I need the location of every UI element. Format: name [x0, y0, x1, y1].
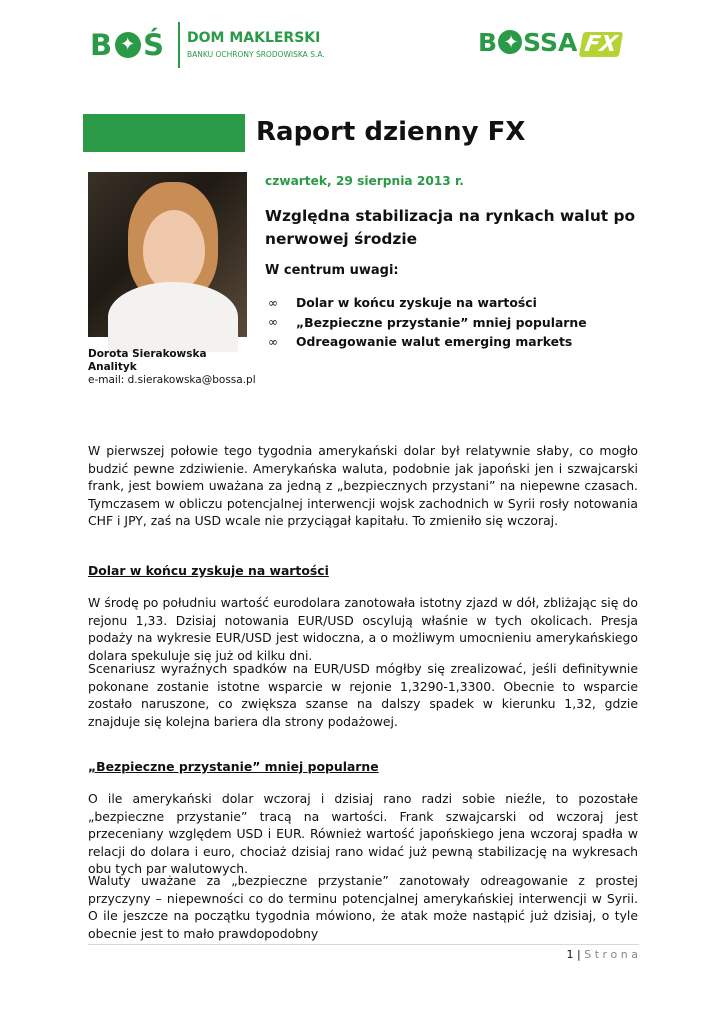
- leaf-icon: [115, 32, 141, 58]
- section1-paragraph-1: W środę po południu wartość eurodolara zanotowała istotny zjazd w dół, zbliżając się do rejonu 1,33. Dzisiaj notowania EUR/USD oscylują właśnie w tych okolicach. Presja podaży na wykresie EUR/USD jest widoczna, a o możliwym umocnieniu amerykańskiego dolara spekuluje się już od kilku dni.: [88, 595, 638, 663]
- logo-subtitle: BANKU OCHRONY ŚRODOWISKA S.A.: [187, 50, 325, 59]
- author-block: [88, 348, 256, 387]
- page-separator: |: [577, 948, 581, 961]
- infinity-icon: ∞: [268, 315, 278, 330]
- fx-badge: FX: [579, 32, 623, 57]
- report-title: Raport dzienny FX: [256, 117, 526, 147]
- logo-title: DOM MAKLERSKI: [187, 30, 321, 46]
- section2-heading: „Bezpieczne przystanie” mniej popularne: [88, 759, 379, 774]
- author-name: Dorota Sierakowska: [88, 348, 207, 360]
- section1-heading: Dolar w końcu zyskuje na wartości: [88, 563, 329, 578]
- infinity-icon: ∞: [268, 295, 278, 310]
- report-date: czwartek, 29 sierpnia 2013 r.: [265, 174, 464, 188]
- focus-list: [268, 293, 587, 352]
- list-item: [268, 332, 587, 352]
- list-item: [268, 313, 587, 333]
- headline: Względna stabilizacja na rynkach walut po nerwowej środzie: [265, 207, 636, 248]
- logo-divider: [178, 22, 180, 68]
- bos-logo-letter-b: B: [90, 28, 114, 62]
- bossa-logo-letters: SSA: [523, 28, 578, 57]
- intro-paragraph: W pierwszej połowie tego tygodnia amerykański dolar był relatywnie słaby, co mogło budzić pewne zdziwienie. Amerykańska waluta, podobnie jak japoński jen i szwajcarski frank, jest bowiem uważana za jedną z „bezpiecznych przystani” na niepewne czasach. Tymczasem w obliczu potencjalnej interwencji wojsk zachodnich w Syrii rosły notowania CHF i JPY, zaś na USD wcale nie przyciągał kapitału. To zmieniło się wczoraj.: [88, 443, 638, 529]
- footer-rule: [88, 944, 639, 945]
- author-email: e-mail: d.sierakowska@bossa.pl: [88, 374, 256, 386]
- bossa-logo-letter-b: B: [478, 28, 498, 57]
- section2-paragraph-1: O ile amerykański dolar wczoraj i dzisiaj rano radzi sobie nieźle, to pozostałe „bezpieczne przystanie” tracą na wartości. Frank szwajcarski od wczoraj jest przeceniany względem USD i EUR. Również wartość japońskiego jena wczoraj spadła w relacji do dolara i euro, chociaż dzisiaj rano widać już pewną stabilizację na wykresach obu tych par walutowych.: [88, 791, 638, 877]
- focus-item-1: Dolar w końcu zyskuje na wartości: [296, 295, 537, 311]
- infinity-icon: ∞: [268, 334, 278, 349]
- section2-paragraph-2: Waluty uważane za „bezpieczne przystanie” zanotowały odreagowanie z prostej przyczyny – niepewności co do terminu potencjalnej amerykańskiej interwencji w Syrii. O ile jeszcze na początku tygodnia mówiono, że atak może nastąpić już dzisiaj, o tyle obecnie jest to mało prawdopodobny: [88, 873, 638, 941]
- page-footer: [540, 948, 638, 961]
- focus-title: W centrum uwagi:: [265, 263, 399, 278]
- focus-item-2: „Bezpieczne przystanie” mniej popularne: [296, 314, 587, 330]
- author-role: Analityk: [88, 361, 137, 373]
- page-label: S t r o n a: [584, 948, 638, 961]
- focus-item-3: Odreagowanie walut emerging markets: [296, 334, 573, 350]
- title-accent-bar: [83, 114, 245, 152]
- bossa-fx-logo: [478, 28, 621, 64]
- section1-paragraph-2: Scenariusz wyraźnych spadków na EUR/USD mógłby się zrealizować, jeśli definitywnie pokonane zostanie istotne wsparcie w rejonie 1,3290-1,3300. Obecnie to wsparcie zostało naruszone, co zwiększa szanse na dalszy spadek w kierunku 1,32, gdzie znajduje się kolejna bariera dla strony podażowej.: [88, 661, 638, 729]
- bos-logo: [90, 22, 330, 70]
- list-item: [268, 293, 587, 313]
- bos-logo-letter-s: Ś: [143, 28, 165, 62]
- leaf-icon: [498, 30, 522, 54]
- page-number: 1: [566, 948, 574, 961]
- author-photo: [88, 172, 247, 337]
